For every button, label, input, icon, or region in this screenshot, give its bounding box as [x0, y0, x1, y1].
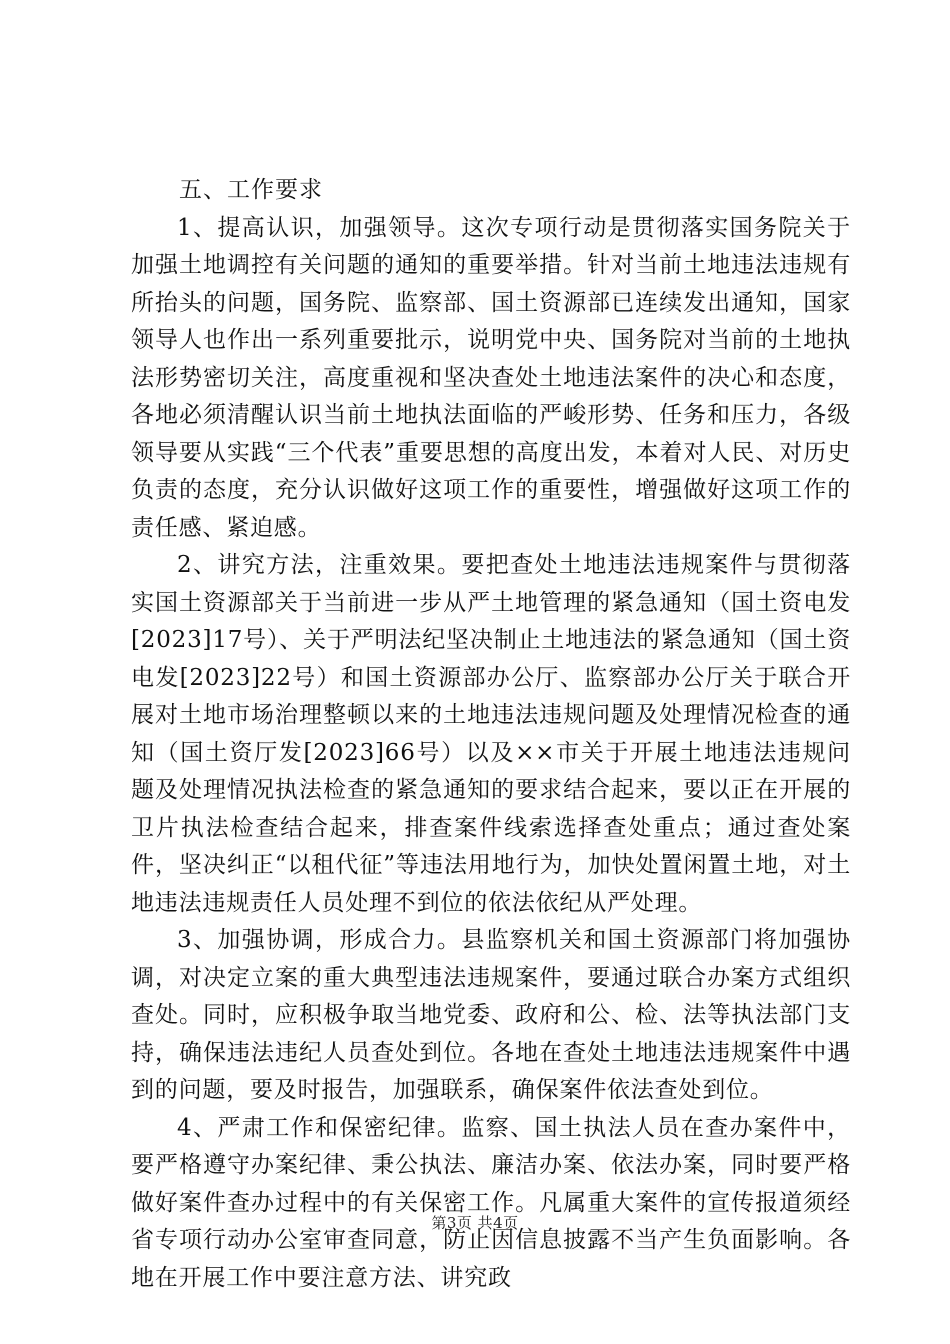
section-heading: 五、工作要求	[179, 177, 323, 203]
paragraph-3-coordination: 3、加强协调，形成合力。县监察机关和国土资源部门将加强协调，对决定立案的重大典型违法违规案件，要通过联合办案方式组织查处。同时，应积极争取当地党委、政府和公、检、法等执法部门支持，确保违法违纪人员查处到位。各地在查处土地违法违规案件中遇到的问题，要及时报告，加强联系，确保案件依法查处到位。	[131, 927, 851, 1103]
document-body	[131, 172, 851, 1297]
paragraph-1-leadership: 1、提高认识，加强领导。这次专项行动是贯彻落实国务院关于加强土地调控有关问题的通知的重要举措。针对当前土地违法违规有所抬头的问题，国务院、监察部、国土资源部已连续发出通知，国家领导人也作出一系列重要批示，说明党中央、国务院对当前的土地执法形势密切关注，高度重视和坚决查处土地违法案件的决心和态度，各地必须清醒认识当前土地执法面临的严峻形势、任务和压力，各级领导要从实践“三个代表”重要思想的高度出发，本着对人民、对历史负责的态度，充分认识做好这项工作的重要性，增强做好这项工作的责任感、紧迫感。	[131, 214, 851, 541]
page-number-footer: 第3页 共4页	[431, 1214, 519, 1232]
paragraph-4-discipline: 4、严肃工作和保密纪律。监察、国土执法人员在查办案件中，要严格遵守办案纪律、秉公执法、廉洁办案、依法办案，同时要严格做好案件查办过程中的有关保密工作。凡属重大案件的宣传报道须经省专项行动办公室审查同意，防止因信息披露不当产生负面影响。各地在开展工作中要注意方法、讲究政	[131, 1114, 851, 1291]
paragraph-2-methods: 2、讲究方法，注重效果。要把查处土地违法违规案件与贯彻落实国土资源部关于当前进一步从严土地管理的紧急通知（国土资电发[2023]17号）、关于严明法纪坚决制止土地违法的紧急通知（国土资电发[2023]22号）和国土资源部办公厅、监察部办公厅关于联合开展对土地市场治理整顿以来的土地违法违规问题及处理情况检查的通知（国土资厅发[2023]66号）以及××市关于开展土地违法违规问题及处理情况执法检查的紧急通知的要求结合起来，要以正在开展的卫片执法检查结合起来，排查案件线索选择查处重点；通过查处案件，坚决纠正“以租代征”等违法用地行为，加快处置闲置土地，对土地违法违规责任人员处理不到位的依法依纪从严处理。	[131, 552, 851, 916]
